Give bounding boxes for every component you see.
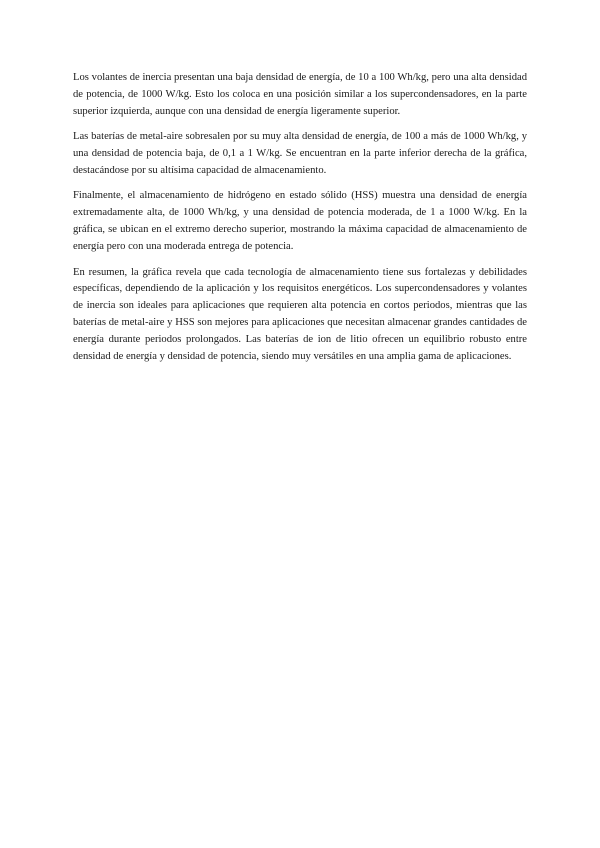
document-body [73, 70, 527, 375]
paragraph-summary: En resumen, la gráfica revela que cada tecnología de almacenamiento tiene sus fortalezas y debilidades específicas, dependiendo de la aplicación y los requisitos energéticos. Los supercondensadores y volantes de inercia son ideales para aplicaciones que requieren alta potencia en cortos periodos, mientras que las baterías de metal-aire y HSS son mejores para aplicaciones que necesitan almacenar grandes cantidades de energía durante periodos prolongados. Las baterías de ion de litio ofrecen un equilibrio robusto entre densidad de energía y densidad de potencia, siendo muy versátiles en una amplia gama de aplicaciones. [73, 266, 527, 363]
paragraph-flywheels: Los volantes de inercia presentan una baja densidad de energía, de 10 a 100 Wh/kg, pero una alta densidad de potencia, de 1000 W/kg. Esto los coloca en una posición similar a los supercondensadores, en la parte superior izquierda, aunque con una densidad de energía ligeramente superior. [73, 72, 527, 117]
paragraph-solid-state-hydrogen: Finalmente, el almacenamiento de hidrógeno en estado sólido (HSS) muestra una densidad de energía extremadamente alta, de 1000 Wh/kg, y una densidad de potencia moderada, de 1 a 1000 W/kg. En la gráfica, se ubican en el extremo derecho superior, mostrando la máxima capacidad de almacenamiento de energía pero con una moderada entrega de potencia. [73, 190, 527, 253]
paragraph-metal-air-batteries: Las baterías de metal-aire sobresalen por su muy alta densidad de energía, de 100 a más de 1000 Wh/kg, y una densidad de potencia baja, de 0,1 a 1 W/kg. Se encuentran en la parte inferior derecha de la gráfica, destacándose por su altísima capacidad de almacenamiento. [73, 131, 527, 177]
